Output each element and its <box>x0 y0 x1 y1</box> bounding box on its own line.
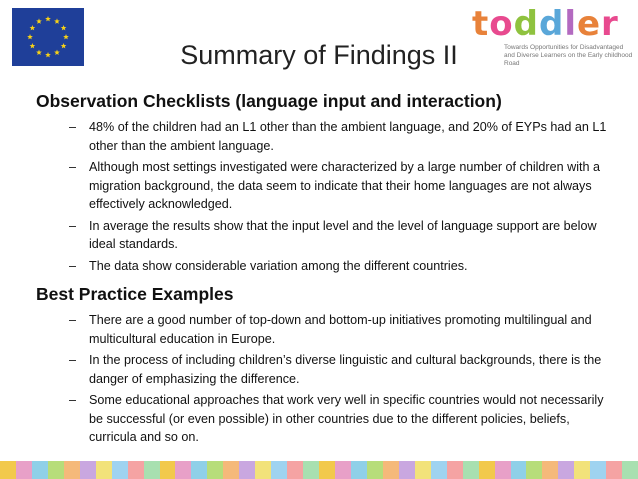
dash-bullet: – <box>69 120 77 134</box>
stripe-segment <box>606 461 622 479</box>
stripe-segment <box>511 461 527 479</box>
stripe-segment <box>526 461 542 479</box>
stripe-segment <box>622 461 638 479</box>
stripe-segment <box>415 461 431 479</box>
stripe-segment <box>175 461 191 479</box>
stripe-segment <box>351 461 367 479</box>
stripe-segment <box>287 461 303 479</box>
bullet-list <box>36 311 611 447</box>
stripe-segment <box>239 461 255 479</box>
dash-bullet: – <box>69 353 77 367</box>
list-item: – In the process of including children’s diverse linguistic and cultural backgrounds, there is the danger of emphasizing the difference. <box>69 353 602 386</box>
list-item: – Although most settings investigated were characterized by a large number of children with a migration background, the data seem to indicate that their home languages are not always effectively acknowledged. <box>69 160 601 211</box>
logo-wordmark: toddler <box>472 4 619 44</box>
section-heading: Best Practice Examples <box>36 284 234 304</box>
bullet-list <box>36 118 611 275</box>
stripe-segment <box>255 461 271 479</box>
stripe-segment <box>160 461 176 479</box>
dash-bullet: – <box>69 393 77 407</box>
dash-bullet: – <box>69 258 77 273</box>
stripe-segment <box>80 461 96 479</box>
dash-bullet: – <box>69 218 77 233</box>
stripe-segment <box>319 461 335 479</box>
stripe-segment <box>32 461 48 479</box>
logo-tagline: Towards Opportunities for Disadvantaged and Diverse Learners on the Early childhood Road <box>504 44 633 67</box>
slide-content <box>36 90 611 455</box>
stripe-segment <box>112 461 128 479</box>
stripe-segment <box>558 461 574 479</box>
stripe-segment <box>48 461 64 479</box>
stripe-segment <box>96 461 112 479</box>
stripe-segment <box>271 461 287 479</box>
stripe-segment <box>542 461 558 479</box>
list-item: – 48% of the children had an L1 other than the ambient language, and 20% of EYPs had an L1 other than the ambient language. <box>69 120 607 153</box>
stripe-segment <box>207 461 223 479</box>
stripe-segment <box>495 461 511 479</box>
dash-bullet: – <box>69 160 77 174</box>
stripe-segment <box>463 461 479 479</box>
list-item: – There are a good number of top-down and bottom-up initiatives promoting multilingual and multicultural education in Europe. <box>69 313 592 346</box>
stripe-segment <box>431 461 447 479</box>
stripe-segment <box>64 461 80 479</box>
stripe-segment <box>144 461 160 479</box>
section-observation <box>36 90 611 275</box>
stripe-segment <box>16 461 32 479</box>
list-item: – In average the results show that the input level and the level of language support are below ideal standards. <box>69 218 597 251</box>
stripe-segment <box>191 461 207 479</box>
dash-bullet: – <box>69 313 77 327</box>
stripe-segment <box>383 461 399 479</box>
list-item: – The data show considerable variation among the different countries. <box>36 257 611 276</box>
slide-title: Summary of Findings II <box>180 40 458 70</box>
stripe-segment <box>0 461 16 479</box>
stripe-segment <box>367 461 383 479</box>
stripe-segment <box>590 461 606 479</box>
stripe-segment <box>447 461 463 479</box>
stripe-segment <box>574 461 590 479</box>
list-item: – Some educational approaches that work very well in specific countries would not necessarily be successful (or even possible) in other countries due to the different policies, beliefs, curricula and so on. <box>69 393 604 444</box>
stripe-segment <box>303 461 319 479</box>
stripe-segment <box>479 461 495 479</box>
decorative-stripe-border <box>0 461 638 479</box>
stripe-segment <box>223 461 239 479</box>
section-heading: Observation Checklists (language input and interaction) <box>36 91 502 111</box>
stripe-segment <box>128 461 144 479</box>
stripe-segment <box>399 461 415 479</box>
section-best-practice <box>36 283 611 447</box>
stripe-segment <box>335 461 351 479</box>
